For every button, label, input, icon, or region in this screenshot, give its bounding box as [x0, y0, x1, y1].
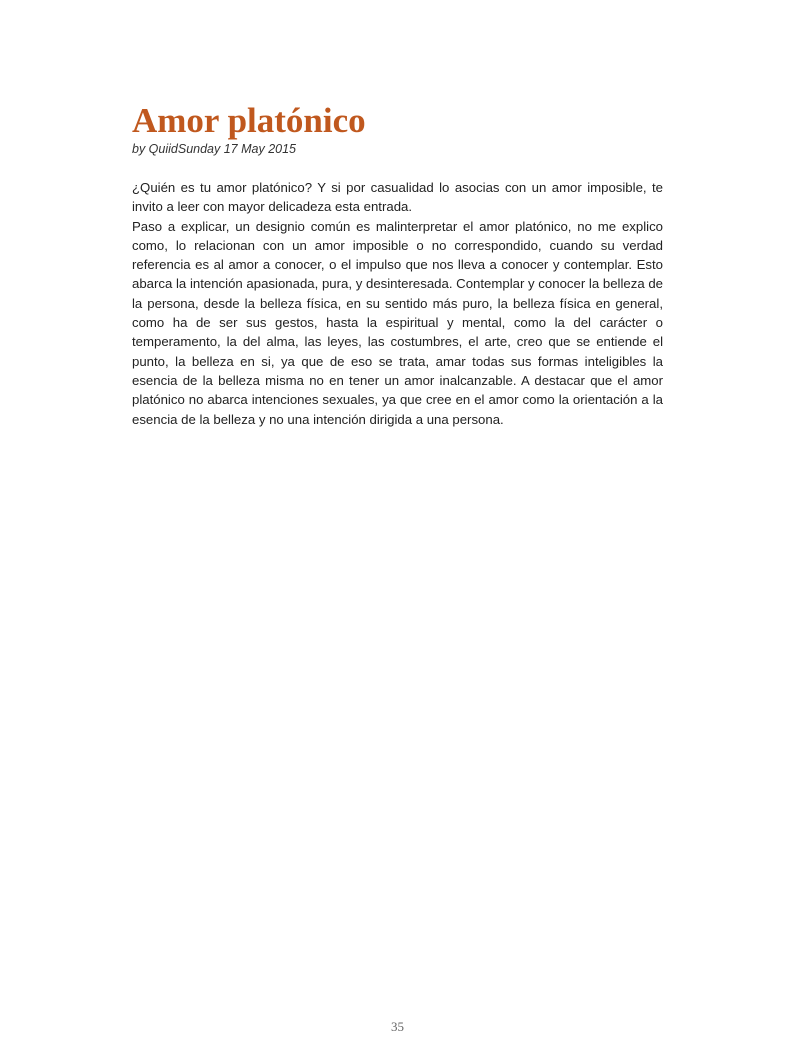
article-paragraph-explanation: Paso a explicar, un designio común es malinterpretar el amor platónico, no me explico como, lo relacionan con un amor imposible o no correspondido, cuando su verdad referencia es al amor a conocer, o el impulso que nos lleva a conocer y contemplar. Esto abarca la intención apasionada, pura, y desinteresada. Contemplar y conocer la belleza de la persona, desde la belleza física, en su sentido más puro, la belleza física en general, como ha de ser sus gestos, hasta la espiritual y mental, como la del carácter o temperamento, la del alma, las leyes, las costumbres, el arte, creo que se entiende el punto, la belleza en si, ya que de eso se trata, amar todas sus formas inteligibles la esencia de la belleza misma no en tener un amor inalcanzable. A destacar que el amor platónico no abarca intenciones sexuales, ya que cree en el amor como la orientación a la esencia de la belleza y no una intención dirigida a una persona. [132, 218, 663, 427]
article-body [132, 178, 663, 429]
page-number: 35 [391, 1019, 404, 1034]
article-title: Amor platónico [132, 101, 366, 140]
article-paragraph-intro: ¿Quién es tu amor platónico? Y si por casualidad lo asocias con un amor imposible, te invito a leer con mayor delicadeza esta entrada. [132, 180, 663, 215]
article-byline: by QuiidSunday 17 May 2015 [132, 142, 296, 156]
